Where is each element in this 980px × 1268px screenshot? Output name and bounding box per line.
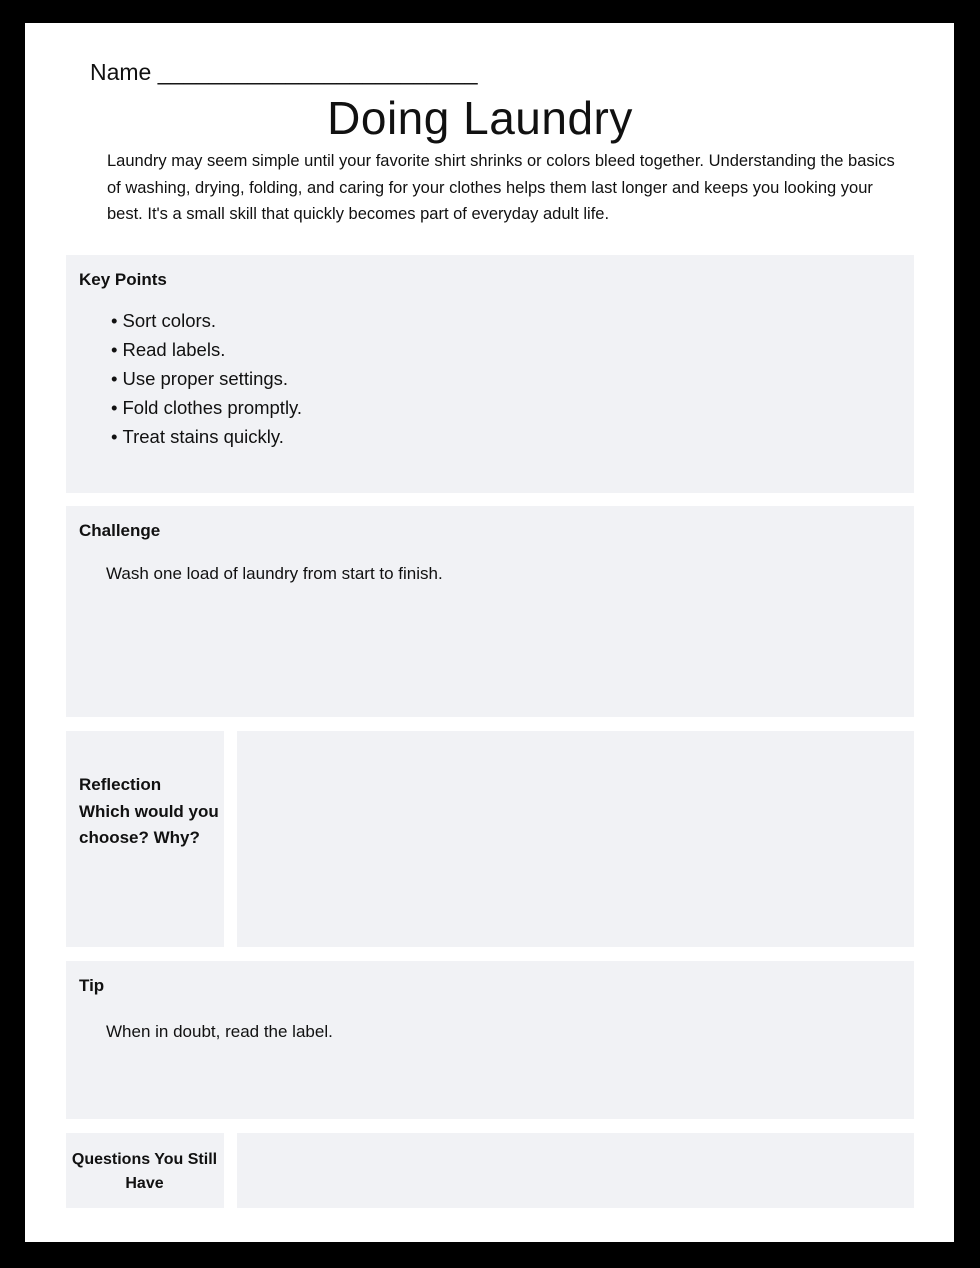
reflection-heading: Reflection	[79, 775, 162, 794]
challenge-heading: Challenge	[79, 521, 161, 540]
reflection-prompt: Which would you choose? Why?	[79, 801, 219, 847]
key-points-list	[111, 306, 302, 451]
name-line[interactable]: Name _________________________	[90, 59, 478, 85]
challenge-text: Wash one load of laundry from start to finish.	[106, 564, 443, 583]
challenge-box	[66, 506, 914, 717]
list-item: • Treat stains quickly.	[111, 422, 302, 451]
reflection-label	[79, 772, 219, 852]
key-points-heading: Key Points	[79, 270, 167, 289]
questions-answer-area[interactable]	[237, 1133, 914, 1208]
reflection-answer-area[interactable]	[237, 731, 914, 947]
page-title: Doing Laundry	[327, 92, 633, 144]
intro-paragraph: Laundry may seem simple until your favorite shirt shrinks or colors bleed together. Understanding the basics of washing, drying, folding, and caring for your clothes helps them last longer and keeps you looking your best. It's a small skill that quickly becomes part of everyday adult life.	[107, 152, 895, 223]
worksheet-page	[25, 23, 954, 1242]
list-item: • Use proper settings.	[111, 364, 302, 393]
key-points-box	[66, 255, 914, 493]
list-item: • Sort colors.	[111, 306, 302, 335]
list-item: • Fold clothes promptly.	[111, 393, 302, 422]
tip-heading: Tip	[79, 976, 105, 995]
tip-box	[66, 961, 914, 1119]
reflection-label-box	[66, 731, 224, 947]
questions-heading: Questions You Still Have	[71, 1151, 218, 1192]
list-item: • Read labels.	[111, 335, 302, 364]
tip-text: When in doubt, read the label.	[106, 1022, 333, 1041]
questions-label-box	[66, 1133, 224, 1208]
